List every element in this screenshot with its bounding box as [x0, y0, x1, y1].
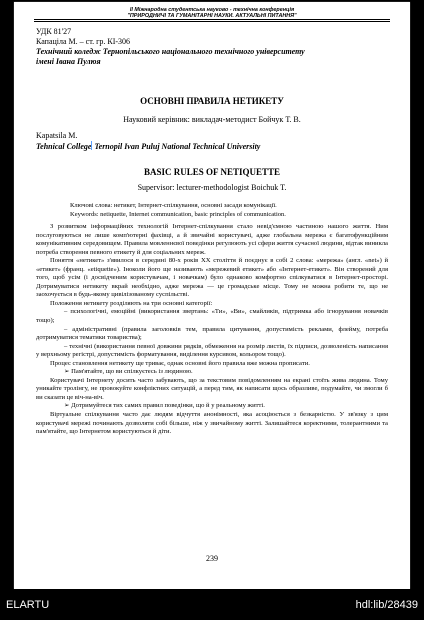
handle-label[interactable]: hdl:lib/28439 — [355, 599, 418, 611]
header-rule — [34, 19, 390, 20]
rule-heading: ➢ Дотримуйтеся тих самих правил поведінки, що й у реальному житті. — [64, 402, 265, 410]
keywords-ua: Ключові слова: нетикет, Інтернет-спілкування, основні засади комунікації. — [70, 202, 277, 209]
document-page — [14, 2, 410, 589]
article-meta-en — [36, 131, 406, 152]
conference-header — [14, 7, 410, 19]
institution-en-b: Ternopil Ivan Puluj National Technical University — [94, 142, 261, 151]
repository-label: ELARTU — [6, 599, 50, 611]
keywords-en: Keywords: netiquette, Internet communication, basic principles of communication. — [70, 211, 286, 218]
paragraph: Поняття «нетикет» з'явилося в середині 80-х років XX століття й поєднує в собі 2 слова: «мережа» (англ. «net») й «етикет» (франц. «etiquette»). Іноколи його ще називають «мережевий етикет» або «Інтернет-етикет». Він створений для того, щоб усім (і досвідченим користувачам, і новачкам) було однаково комфортно спілкуватися в Інтернет-просторі. Дотримуватися нетикету вкрай необхідно, адже мережа — це громадське місце. Тому не можна робити те, що не заохочується в будь-якому цивілізованому суспільстві. — [36, 257, 388, 299]
author-en: Kapatsila M. — [36, 131, 78, 140]
text-cursor-icon — [91, 141, 92, 150]
conference-subtitle: "ПРИРОДНИЧІ ТА ГУМАНІТАРНІ НАУКИ. АКТУАЛЬНІ ПИТАННЯ" — [127, 13, 297, 19]
header-rule-second — [34, 21, 390, 22]
title-ua: ОСНОВНІ ПРАВИЛА НЕТИКЕТУ — [140, 96, 284, 106]
title-en: BASIC RULES OF NETIQUETTE — [144, 167, 280, 177]
paragraph: Положення нетикету розділяють на три основні категорії: — [50, 299, 213, 307]
institution-en-a: Tehnical College — [36, 142, 92, 151]
paragraph: Віртуальне спілкування часто дає людям відчуття анонімності, яка асоціюється з безкарністю. У зв'язку з цим користувачі мережі починають дозволяти собі більше, ніж у звичайному житті. Залишайтеся коректними, толерантними та пам'ятайте, що Інтернетом користуються й діти. — [36, 411, 388, 436]
article-meta-ua — [36, 27, 406, 67]
viewer-footer-bar — [0, 589, 424, 620]
conference-title: ІІ Міжнародна студентська науково - технічна конференція — [129, 7, 295, 13]
supervisor-en: Supervisor: lecturer-methodologist Boichuk T. — [137, 183, 287, 192]
list-item: – адміністративні (правила заголовків тем, правила цитування, допустимість реклами, флейму, потреба дотримуватися тематики товариства); — [36, 325, 388, 342]
article-body — [36, 223, 388, 437]
udk-code: УДК 81'27 — [36, 27, 72, 36]
author-ua: Капацілa М. – ст. гр. КІ-306 — [36, 37, 131, 46]
institution-ua-line1: Технічний коледж Тернопільського національного технічного університету — [36, 47, 305, 56]
paragraph: Процес становлення нетикету ще триває, однак основні його правила вже можна прописати. — [50, 359, 310, 367]
keywords-block — [70, 201, 400, 219]
institution-en — [36, 141, 406, 152]
list-item: – психологічні, емоційні (використання звертань: «Ти», «Ви», смайликів, підтримка або ігнорування новачків тощо); — [36, 308, 388, 325]
paragraph: Користувачі Інтернету досить часто забувають, що за текстовим повідомленням на екрані стоїть жива людина. Тому уникайте тролінгу, не провокуйте конфліктних ситуацій, а перед тим, як написати щось образливе, подумайте, чи змогли б ви сказати це віч-на-віч. — [36, 376, 388, 401]
paragraph: З розвитком інформаційних технологій Інтернет-спілкування стало невід'ємною частиною нашого життя. Ним послуговуються не лише комп'ютерні фахівці, а й звичайні користувачі, адже глобальна мережа є багатофункційним комунікативним середовищем. Правила мовленнєвої поведінки регулюють усі сфери життя сучасної людини, відтак виникла потреба створення певного етикету й для соціальних мереж. — [36, 223, 388, 256]
list-item: – технічні (використання певної довжини рядків, обмеження на розмір листів, їх підписи, дозволеність написання у верхньому регістрі, допустимість форматування, виділення курсивом, кольором тощо). — [36, 342, 388, 359]
page-number: 239 — [206, 554, 218, 563]
institution-ua — [36, 47, 406, 67]
institution-ua-line2: імені Івана Пулюя — [36, 57, 101, 66]
rule-heading: ➢ Пам'ятайте, що ви спілкуєтесь із людиною. — [64, 368, 193, 376]
supervisor-ua: Науковий керівник: викладач-методист Бойчук Т. В. — [123, 115, 301, 124]
